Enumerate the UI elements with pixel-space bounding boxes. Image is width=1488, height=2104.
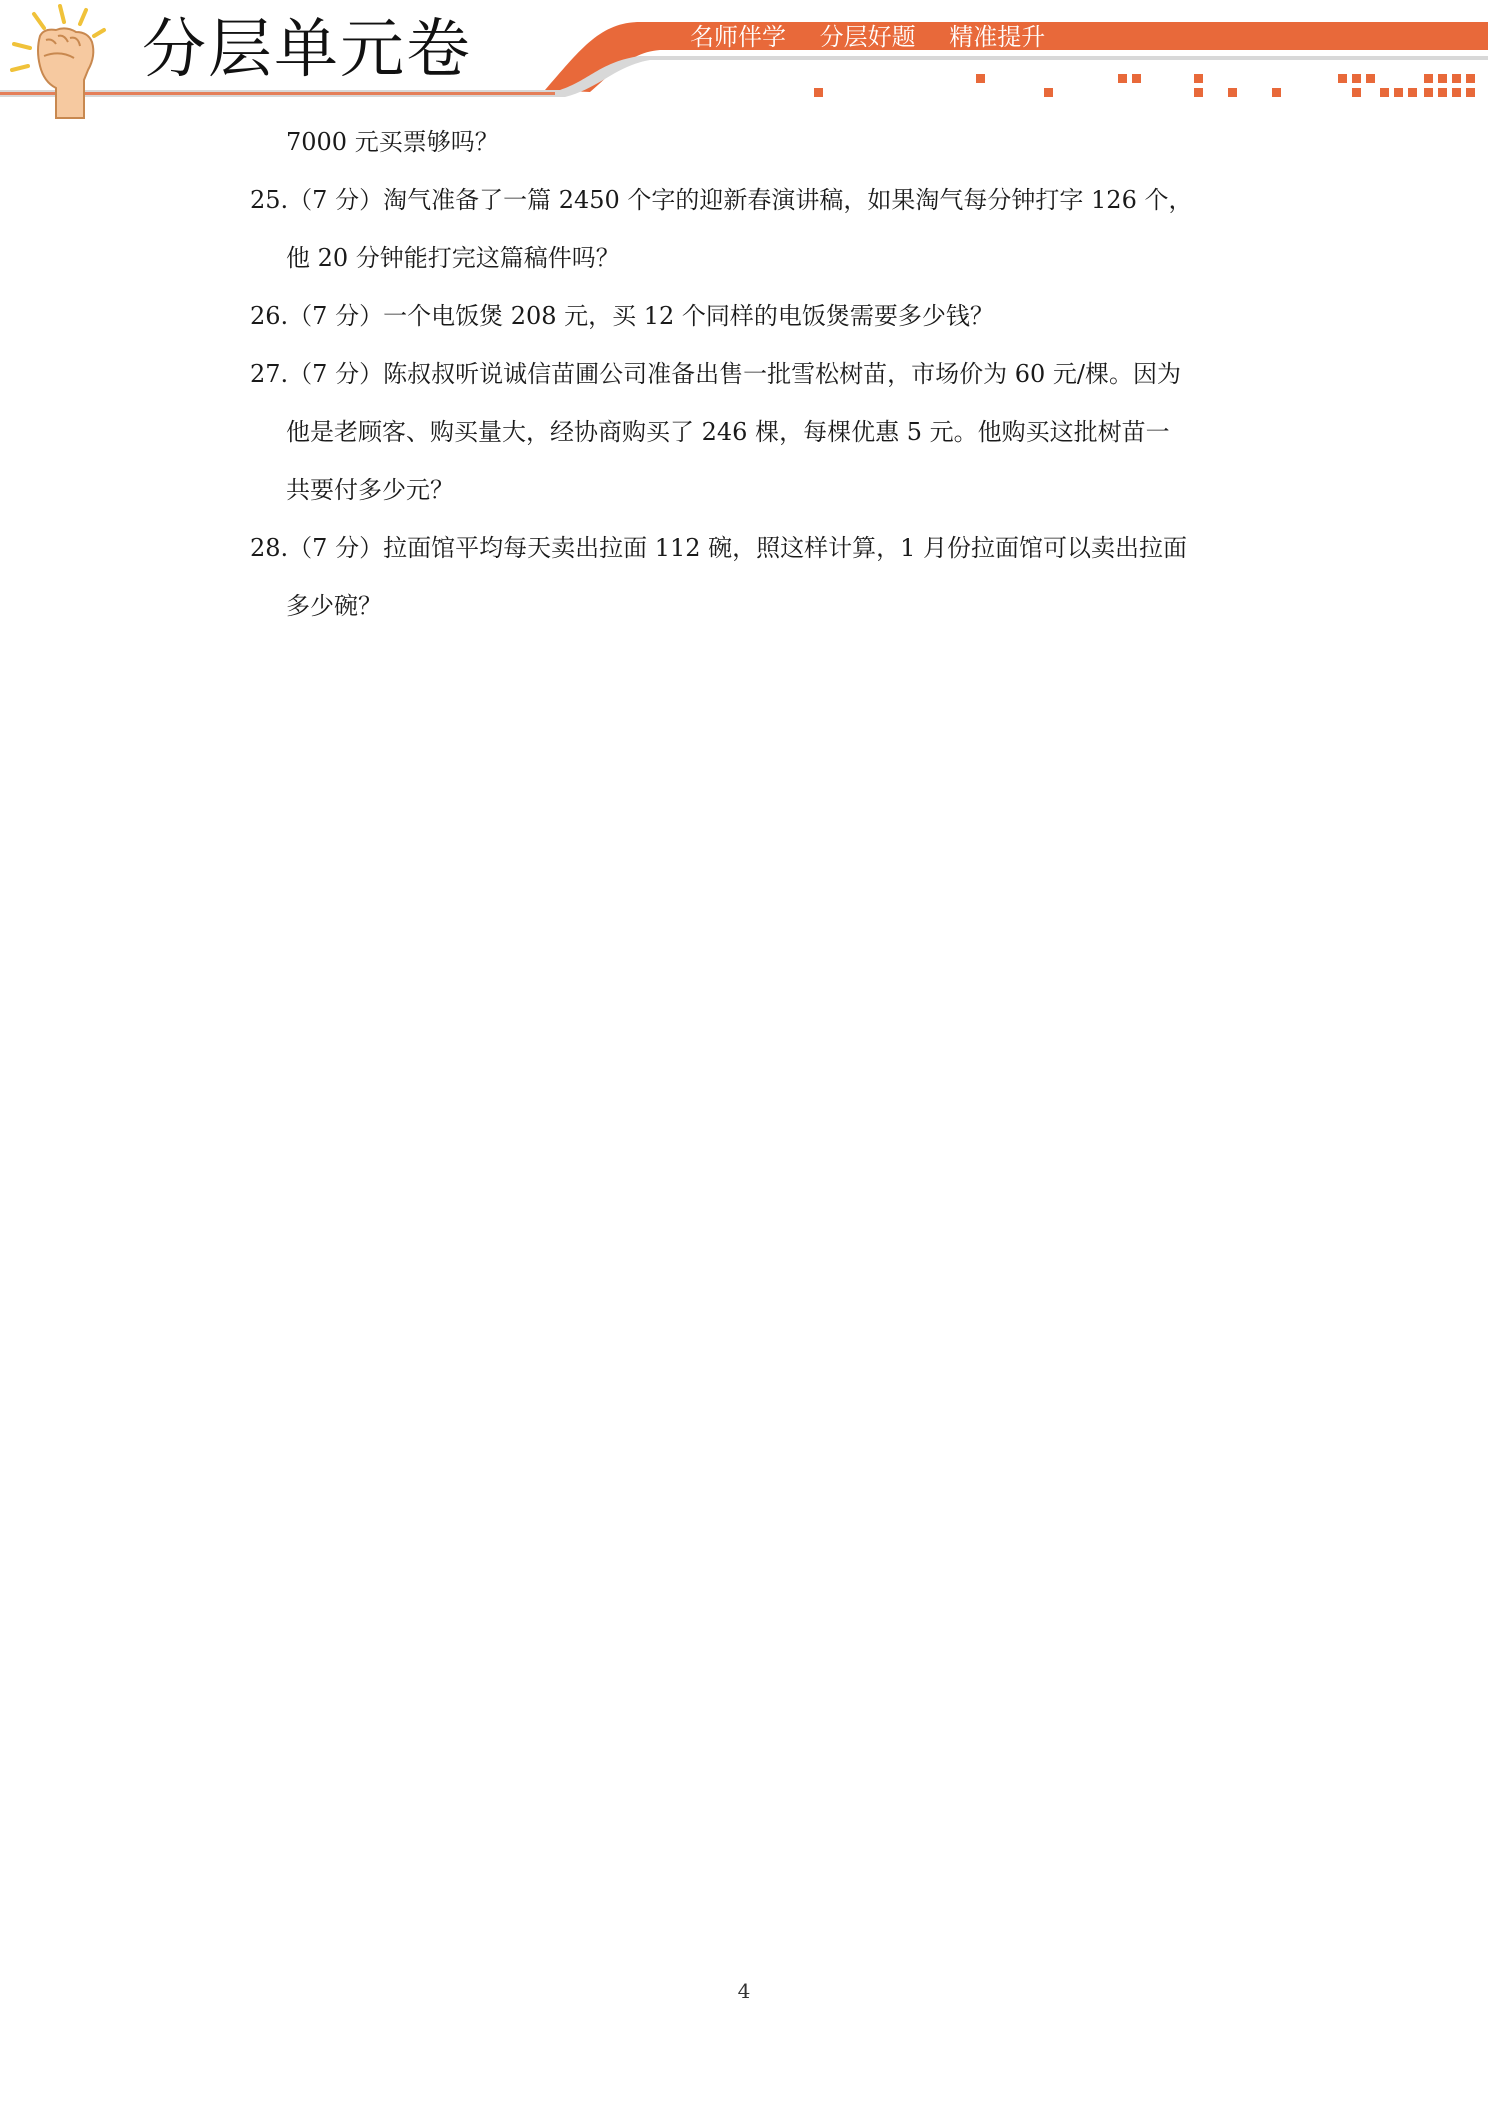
header-title: 分层单元卷 [142,13,472,87]
slogan-item-2: 分层好题 [819,23,916,51]
slogan-item-1: 名师伴学 [690,23,786,51]
page-header [0,0,1488,120]
page-number: 4 [737,1979,751,2003]
question-27-line-2: 他是老顾客、购买量大，经协商购买了 246 棵，每棵优惠 5 元。他购买这批树苗一 [286,418,1170,446]
question-27-line-3: 共要付多少元？ [286,476,454,504]
question-25-line-2: 他 20 分钟能打完这篇稿件吗？ [286,244,620,272]
question-28-line-1: 28.（7 分）拉面馆平均每天卖出拉面 112 碗，照这样计算，1 月份拉面馆可以卖出拉面 [250,534,1188,562]
raised-fist-icon [12,6,104,118]
header-decorative-squares [814,74,1475,97]
slogan-item-3: 精准提升 [949,23,1046,51]
header-slogan [690,18,1071,56]
question-27-line-1: 27.（7 分）陈叔叔听说诚信苗圃公司准备出售一批雪松树苗，市场价为 60 元/棵。因为 [250,360,1181,388]
question-28-line-2: 多少碗？ [286,592,382,620]
question-25-line-1: 25.（7 分）淘气准备了一篇 2450 个字的迎新春演讲稿，如果淘气每分钟打字 126 个， [250,186,1193,214]
question-24-continuation: 7000 元买票够吗？ [286,128,499,156]
question-26-line-1: 26.（7 分）一个电饭煲 208 元，买 12 个同样的电饭煲需要多少钱？ [250,302,994,330]
